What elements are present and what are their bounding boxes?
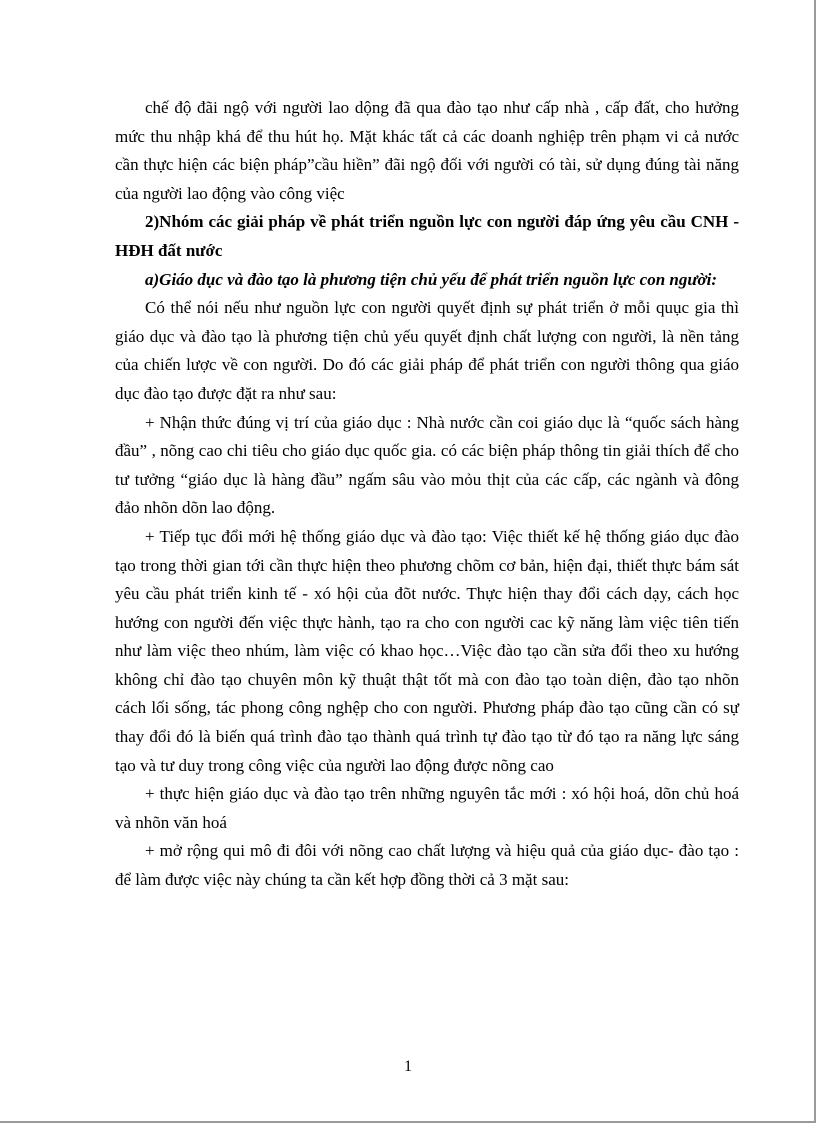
paragraph-bullet-awareness: + Nhận thức đúng vị trí của giáo dục : Nhà nước cần coi giáo dục là “quốc sách hàng đầu” , nõng cao chi tiêu cho giáo dục quốc gia. có các biện pháp thông tin giải thích để cho tư tưởng “giáo dục là hàng đầu” ngấm sâu vào mỏu thịt của các cấp, các ngành và đông đảo nhõn dõn lao động. [115,412,739,518]
paragraph-intro-continuation: chế độ đãi ngộ với người lao dộng đã qua đào tạo như cấp nhà , cấp đất, cho hưởng mức thu nhập khá để thu hút họ. Mặt khác tất cả các doanh nghiệp trên phạm vi cả nước cần thực hiện các biện pháp”cầu hiền” đãi ngộ đối với người có tài, sử dụng đúng tài năng của người lao động vào công việc [115,98,739,203]
paragraph-bullet-principles: + thực hiện giáo dục và đào tạo trên những nguyên tắc mới : xó hội hoá, dõn chủ hoá và nhõn văn hoá [115,784,739,832]
section-heading-group-2: 2)Nhóm các giải pháp về phát triển nguồn lực con người đáp ứng yêu cầu CNH - HĐH đất nước [115,212,739,260]
document-body [115,94,739,895]
page-number: 1 [404,1058,412,1075]
subsection-heading-a: a)Giáo dục và đào tạo là phương tiện chủ yếu để phát triển nguồn lực con người: [145,269,718,289]
paragraph-bullet-scale: + mở rộng qui mô đi đôi với nõng cao chất lượng và hiệu quả của giáo dục- đào tạo : để làm được việc này chúng ta cần kết hợp đồng thời cả 3 mặt sau: [115,841,739,890]
paragraph-education-role: Có thể nói nếu như nguồn lực con người quyết định sự phát triển ở mỗi quục gia thì giáo dục và đào tạo là phương tiện chủ yếu quyết định chất lượng con người, là nền tảng của chiến lược về con người. Do đó các giải pháp để phát triển con người thông qua giáo dục đào tạo được đặt ra như sau: [115,298,739,403]
paragraph-bullet-reform: + Tiếp tục đổi mới hệ thống giáo dục và đào tạo: Việc thiết kế hệ thống giáo dục đào tạo trong thời gian tới cần thực hiện theo phương chõm cơ bản, hiện đại, thiết thực bám sát yêu cầu phát triển kinh tế - xó hội của đõt nước. Thực hiện thay đổi cách dạy, cách học hướng con người đến việc thực hành, tạo ra cho con người cac kỹ năng làm việc tiên tiến như làm việc theo nhúm, làm việc có khao học…Việc đào tạo cần sửa đổi theo xu hướng không chỉ đào tạo chuyên môn kỹ thuật thật tốt mà con đào tạo toàn diện, đào tạo nhõn cách lối sống, tác phong công nghệp cho con người. Phương pháp đào tạo cũng cần có sự thay đổi đó là biến quá trình đào tạo thành quá trình tự đào tạo từ đó tạo ra năng lực sáng tạo và tư duy trong công việc của người lao động được nõng cao [115,526,739,775]
